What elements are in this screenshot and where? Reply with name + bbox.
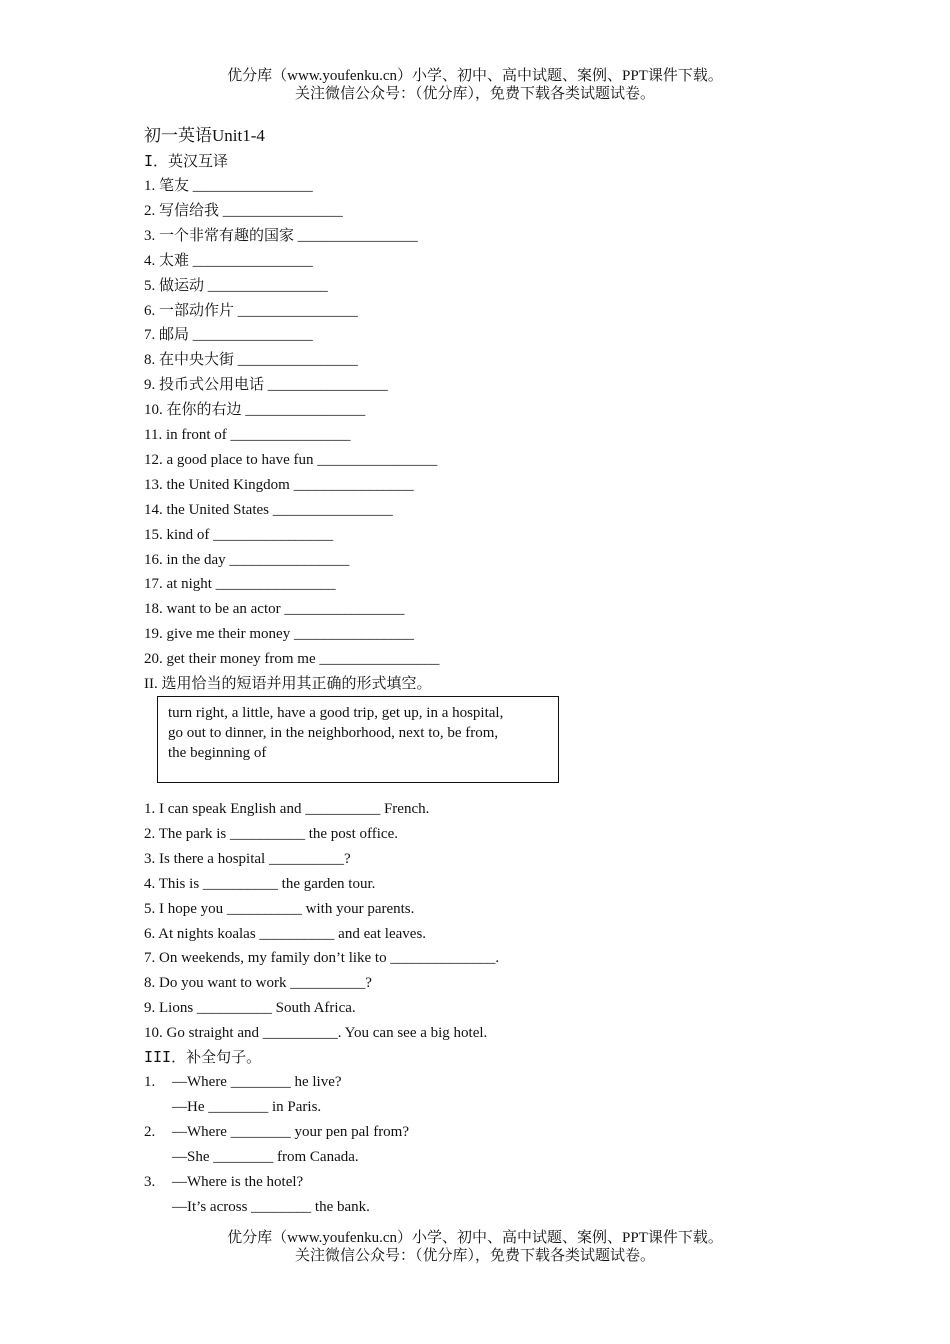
phrase-word-box (157, 696, 559, 783)
dialog-number: 2. (144, 1124, 156, 1140)
footer-line-1: 优分库（www.youfenku.cn）小学、初中、高中试题、案例、PPT课件下载。 (227, 1230, 723, 1246)
dialog-answer: —She ________ from Canada. (172, 1149, 359, 1165)
fill-in-item: 8. Do you want to work __________? (144, 975, 372, 992)
page-footer (0, 1229, 950, 1265)
fill-in-item: 1. I can speak English and __________ French. (144, 801, 430, 817)
fill-in-item: 9. Lions __________ South Africa. (144, 1000, 356, 1017)
translation-item: 15. kind of ________________ (144, 526, 334, 543)
word-box-line: the beginning of (168, 745, 267, 761)
dialog-question: —Where is the hotel? (172, 1174, 304, 1190)
word-box-line: turn right, a little, have a good trip, get up, in a hospital, (168, 705, 504, 721)
translation-item: 2. 写信给我 ________________ (144, 202, 343, 219)
translation-item: 16. in the day ________________ (144, 551, 350, 568)
page-header (0, 67, 950, 103)
translation-item: 4. 太难 ________________ (144, 252, 313, 269)
translation-item: 6. 一部动作片 ________________ (144, 302, 358, 319)
header-line-1: 优分库（www.youfenku.cn）小学、初中、高中试题、案例、PPT课件下载。 (227, 68, 723, 84)
document-title-text: 初一英语Unit1-4 (144, 126, 265, 145)
dialog-question: —Where ________ he live? (172, 1074, 342, 1090)
word-box-line: go out to dinner, in the neighborhood, next to, be from, (168, 725, 499, 741)
translation-item: 20. get their money from me ________________ (144, 651, 440, 668)
fill-in-item: 3. Is there a hospital __________? (144, 850, 351, 867)
translation-item: 5. 做运动 ________________ (144, 277, 328, 294)
fill-in-item: 10. Go straight and __________. You can see a big hotel. (144, 1025, 488, 1042)
translation-item: 1. 笔友 ________________ (144, 178, 313, 194)
dialog-answer: —It’s across ________ the bank. (172, 1199, 370, 1215)
document-title (144, 126, 265, 146)
header-line-2: 关注微信公众号：（优分库），免费下载各类试题试卷。 (294, 86, 655, 102)
translation-item: 18. want to be an actor ________________ (144, 601, 405, 618)
section2-heading: II. 选用恰当的短语并用其正确的形式填空。 (144, 676, 432, 692)
translation-item: 8. 在中央大街 ________________ (144, 352, 358, 369)
translation-item: 9. 投币式公用电话 ________________ (144, 377, 388, 394)
dialog-question: —Where ________ your pen pal from? (172, 1124, 410, 1140)
dialog-answer: —He ________ in Paris. (172, 1099, 322, 1115)
section1-heading: I．英汉互译 (144, 152, 229, 170)
translation-item: 12. a good place to have fun ________________ (144, 451, 438, 468)
translation-item: 7. 邮局 ________________ (144, 327, 313, 344)
footer-line-2: 关注微信公众号：（优分库），免费下载各类试题试卷。 (294, 1248, 655, 1264)
fill-in-item: 4. This is __________ the garden tour. (144, 875, 376, 892)
translation-item: 14. the United States ________________ (144, 501, 393, 518)
fill-in-item: 7. On weekends, my family don’t like to ______________. (144, 950, 500, 967)
dialog-number: 3. (144, 1174, 156, 1190)
translation-item: 13. the United Kingdom ________________ (144, 476, 414, 493)
translation-item: 3. 一个非常有趣的国家 ________________ (144, 227, 418, 244)
translation-item: 10. 在你的右边 ________________ (144, 402, 366, 419)
fill-in-item: 6. At nights koalas __________ and eat leaves. (144, 925, 427, 942)
fill-in-item: 2. The park is __________ the post office. (144, 825, 398, 842)
dialog-number: 1. (144, 1074, 156, 1090)
section3-heading: III．补全句子。 (144, 1048, 262, 1066)
fill-in-item: 5. I hope you __________ with your parents. (144, 900, 415, 917)
translation-item: 11. in front of ________________ (144, 427, 351, 443)
translation-item: 19. give me their money ________________ (144, 626, 414, 643)
translation-item: 17. at night ________________ (144, 576, 336, 593)
